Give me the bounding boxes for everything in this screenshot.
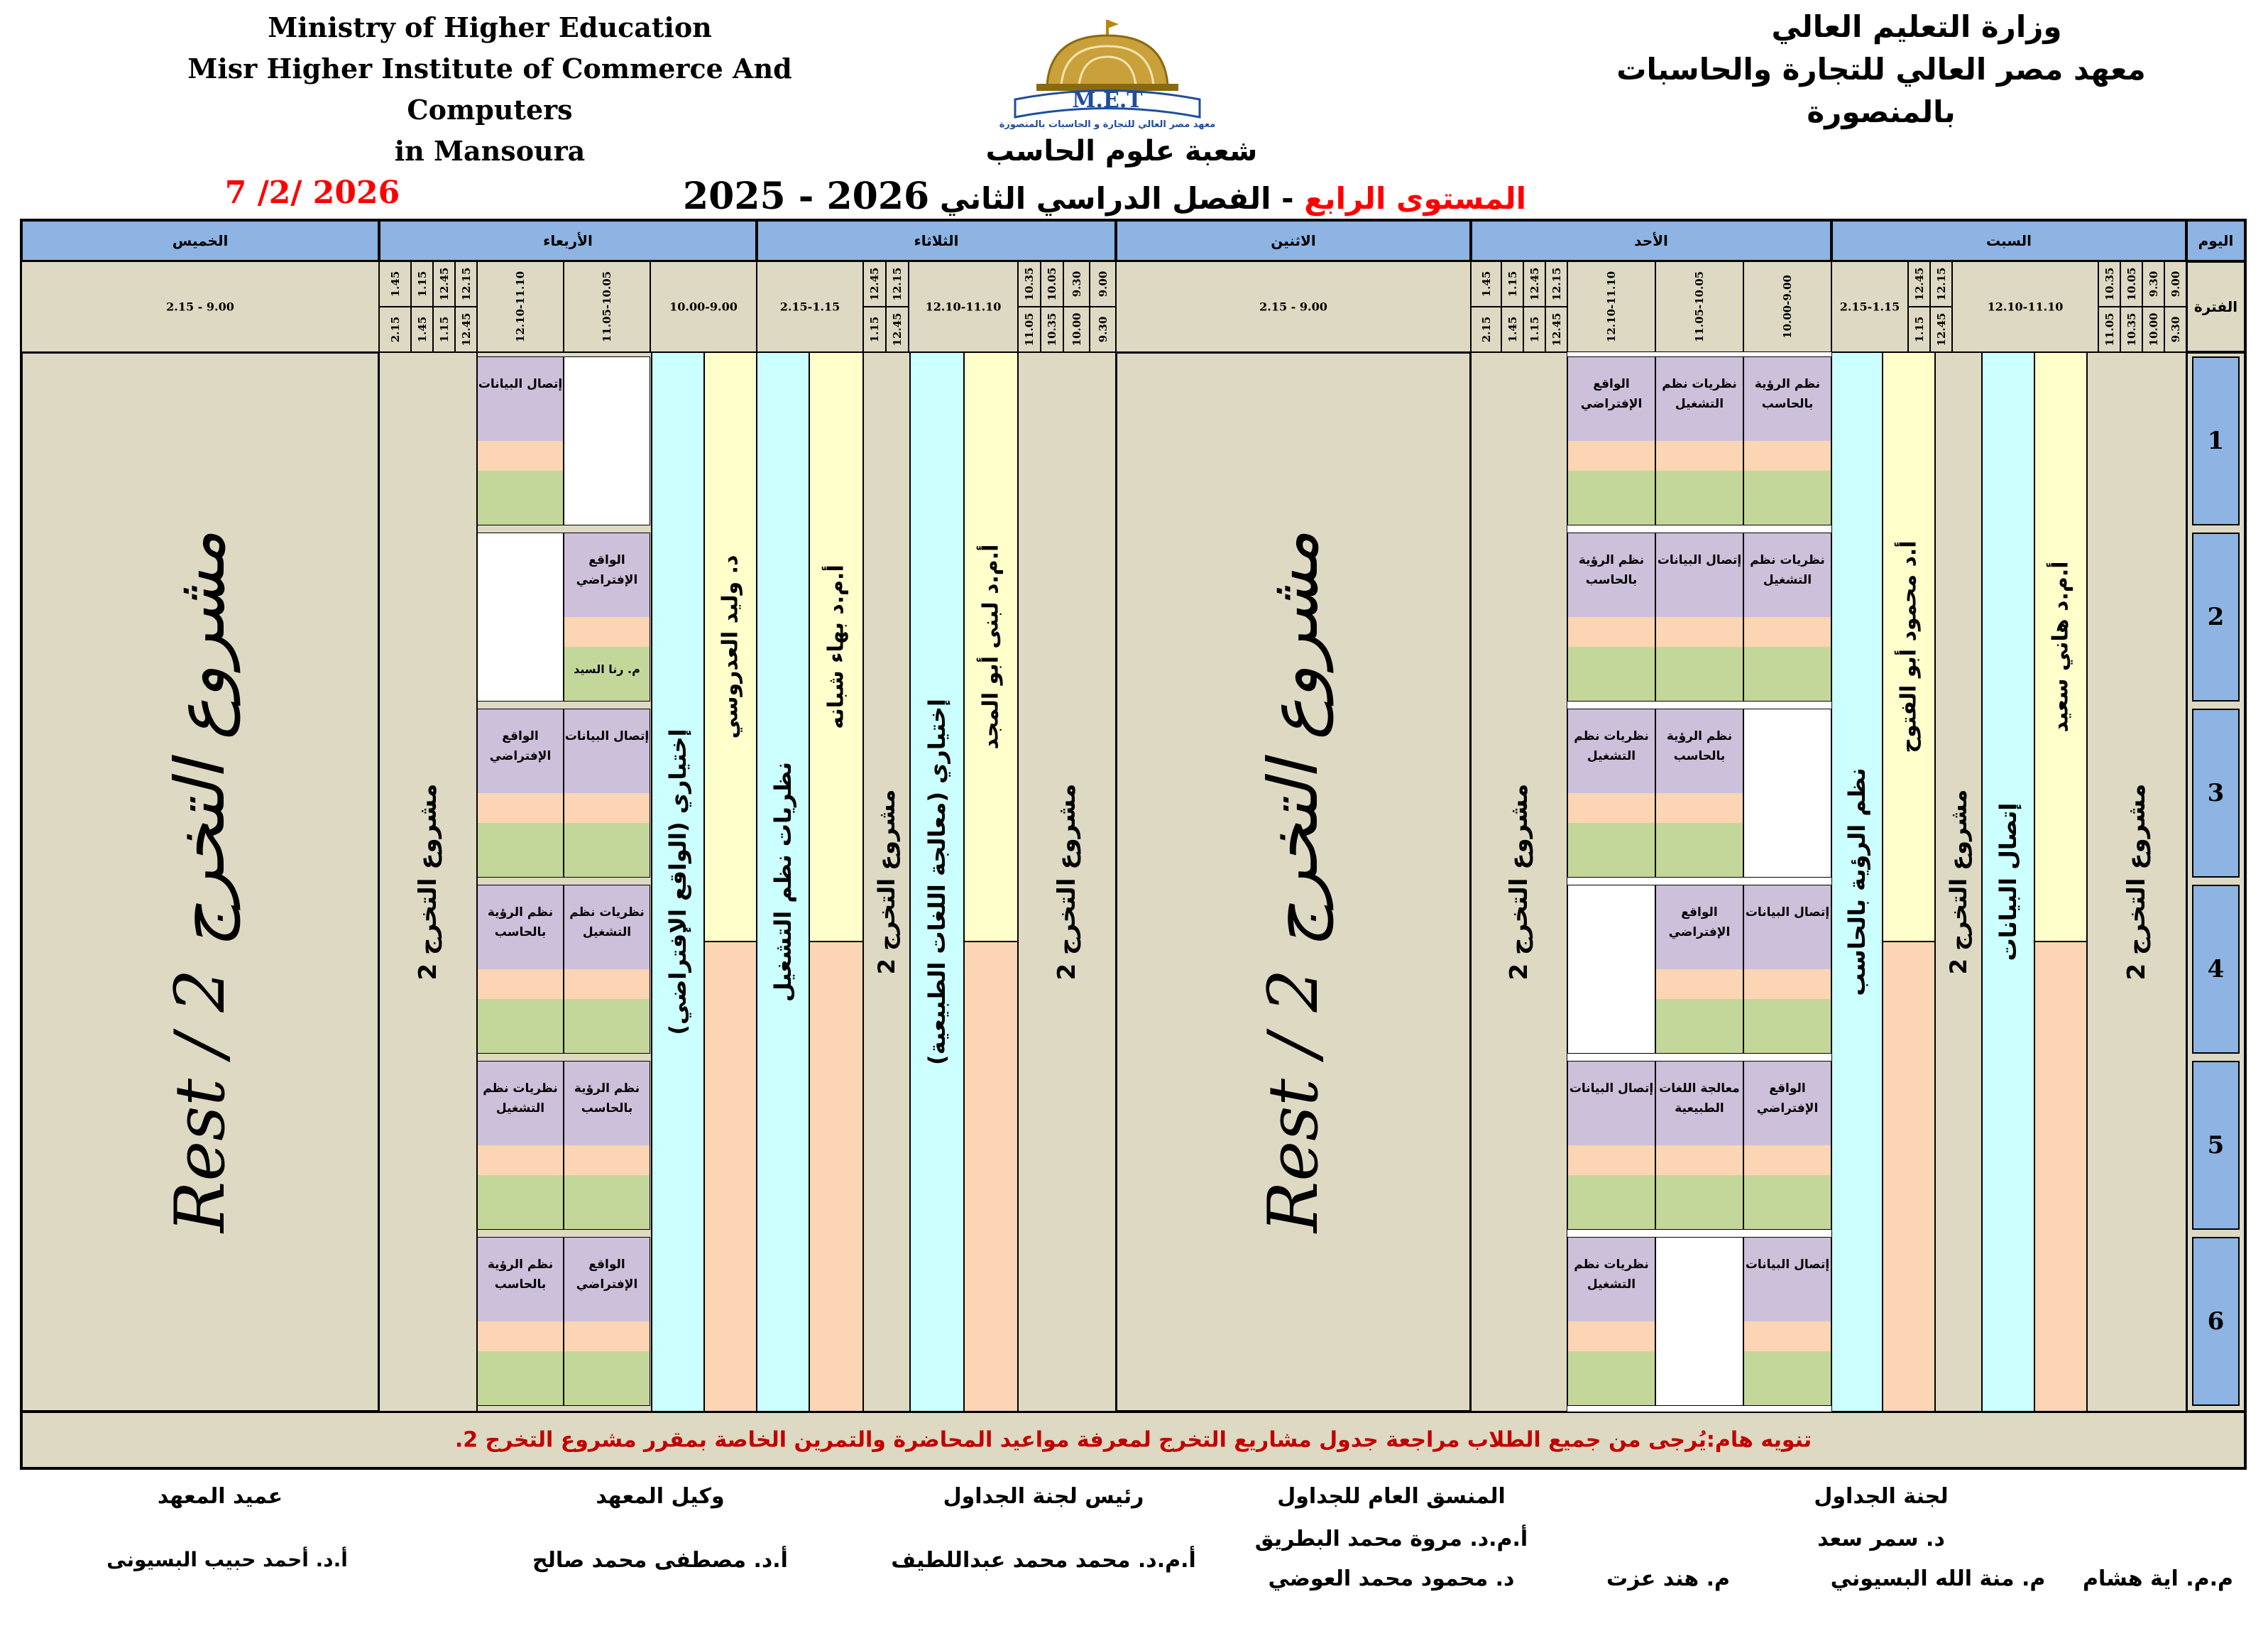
period-label-text: الفترة [2193, 298, 2238, 315]
day-sat-text: السبت [1985, 232, 2032, 249]
time-cell [650, 261, 757, 352]
wed-p3-a [477, 709, 564, 878]
level-label: المستوى الرابع [1304, 181, 1526, 216]
head-title: رئيس لجنة الجداول [943, 1484, 1144, 1509]
header-ar-line3: بالمنصورة [1807, 94, 1956, 129]
course-text: نظم الرؤية بالحاسب [487, 1257, 554, 1292]
day-tue-text: الثلاثاء [914, 232, 959, 249]
course-text: الواقع الإفتراضي [1668, 905, 1731, 939]
day-header-thu [21, 220, 379, 261]
time-text: 2.15 - 9.00 [1259, 300, 1327, 314]
time-cell [379, 307, 411, 352]
time-text: 1.45 [388, 271, 402, 298]
time-cell [1063, 261, 1090, 307]
header-ar-line2: معهد مصر العالي للتجارة والحاسبات [1616, 52, 2146, 87]
instructor-text: أ.م.د لبنى أبو المجد [978, 544, 1004, 750]
tue-instructor-bahaa [809, 352, 863, 942]
time-cell [1090, 307, 1116, 352]
day-header-label [2186, 220, 2245, 261]
time-cell [2098, 307, 2120, 352]
time-text: 1.45 [1479, 271, 1493, 298]
sun-p2-a [1567, 533, 1655, 702]
time-cell [1930, 261, 1952, 307]
header-english [128, 7, 852, 172]
period-5 [2192, 1061, 2240, 1230]
time-cell [1018, 261, 1041, 307]
department-title: شعبة علوم الحاسب [985, 135, 1258, 168]
course-text: معالجة اللغات الطبيعية [1659, 1081, 1740, 1115]
time-cell [1063, 307, 1090, 352]
tue-grad-project-a [1018, 352, 1116, 1412]
time-cell [1545, 261, 1567, 307]
sun-p5-b [1655, 1061, 1743, 1230]
time-text: 9.30 [2147, 271, 2160, 298]
tue-grad-project-b [863, 352, 910, 1412]
orange-block [809, 942, 863, 1412]
time-text: 9.30 [1096, 316, 1110, 343]
time-cell [1523, 307, 1545, 352]
course-text: إتصال البيانات [1569, 1081, 1654, 1096]
time-text: 10.00 [1070, 312, 1083, 347]
course-text: نظم الرؤية بالحاسب [487, 905, 554, 939]
time-cell [477, 261, 564, 352]
sun-p4-b [1655, 885, 1743, 1054]
time-cell [1831, 261, 1908, 352]
course-text: نظريات نظم التشغيل [1662, 377, 1737, 411]
dean-name: أ.د. أحمد حبيب البسيونى [106, 1548, 348, 1571]
coordinator-name-2: د. محمود محمد العوضي [1268, 1566, 1515, 1591]
date-label: 2026 /2/ 7 [224, 175, 400, 211]
time-cell [1041, 261, 1063, 307]
course-text: إتصال البيانات [478, 377, 563, 391]
sat-grad-project-b [1935, 352, 1982, 1412]
time-cell [863, 261, 886, 307]
time-text: 2.15 [1479, 316, 1493, 343]
time-text: 12.45 [1912, 267, 1926, 301]
period-number: 3 [2207, 779, 2225, 807]
time-cell [1743, 261, 1831, 352]
sun-p2-c [1743, 533, 1831, 702]
course-text: مشروع التخرج 2 [2122, 783, 2151, 981]
course-text: نظم الرؤية بالحاسب [1666, 729, 1733, 763]
time-cell [1041, 307, 1063, 352]
time-text: 12.10-11.10 [514, 271, 527, 343]
time-text: 12.45 [868, 267, 881, 301]
wed-p2-b [564, 533, 650, 702]
period-header-label [2186, 261, 2245, 352]
time-cell [1908, 261, 1930, 307]
wed-p1-b-empty [564, 356, 650, 525]
wed-vr [652, 352, 704, 1412]
wed-instructor-walid [704, 352, 757, 942]
day-wed-text: الأربعاء [543, 232, 593, 249]
time-cell [455, 261, 477, 307]
day-header-sat [1831, 220, 2186, 261]
wed-p4-a [477, 885, 564, 1054]
course-text: إتصال البيانات [1745, 1257, 1830, 1272]
course-text: مشروع التخرج 2 [1945, 789, 1972, 975]
course-text: نظم الرؤية بالحاسب [1844, 768, 1870, 996]
period-6 [2192, 1237, 2240, 1406]
year-label: 2025 - 2026 [682, 175, 930, 218]
instructor-text: أ.م.د بهاء شبانه [823, 564, 849, 729]
time-cell [886, 307, 909, 352]
course-text: إتصال البيانات [1995, 802, 2022, 961]
course-text: الواقع الإفتراضي [1580, 377, 1643, 411]
time-text: 12.45 [891, 312, 904, 347]
time-text: 1.15 [415, 271, 429, 298]
sat-instructor-hani [2034, 352, 2087, 942]
period-1 [2192, 356, 2240, 525]
sun-p6-a [1567, 1237, 1655, 1406]
mon-rest [1116, 352, 1471, 1412]
time-text: 1.15 [437, 316, 451, 343]
period-number: 4 [2207, 955, 2225, 983]
time-cell [1471, 307, 1501, 352]
time-cell [564, 261, 650, 352]
logo-text: M.E.T [1072, 88, 1143, 113]
time-cell [2120, 307, 2142, 352]
sun-p6-c [1743, 1237, 1831, 1406]
sat-vision [1831, 352, 1883, 1412]
day-label-text: اليوم [2198, 232, 2234, 249]
time-text: 2.15-1.15 [779, 300, 840, 314]
course-text: نظريات نظم التشغيل [569, 905, 645, 939]
time-cell [1018, 307, 1041, 352]
wed-p6-a [477, 1237, 564, 1406]
committee-title: لجنة الجداول [1814, 1484, 1949, 1509]
sun-p1-c [1743, 356, 1831, 525]
important-note [21, 1412, 2245, 1468]
time-text: 12.10-11.10 [925, 300, 1002, 314]
period-number: 2 [2207, 603, 2225, 631]
semester-line [682, 175, 1526, 218]
sun-p4-c [1743, 885, 1831, 1054]
sun-p3-a [1567, 709, 1655, 878]
coordinator-title: المنسق العام للجداول [1277, 1484, 1506, 1509]
wed-p2-a-empty [477, 533, 564, 702]
committee-member-2: م.م. اية هشام [2083, 1566, 2233, 1591]
sun-p2-b [1655, 533, 1743, 702]
time-text: 1.15 [1912, 316, 1926, 343]
time-text: 9.00 [2169, 271, 2182, 298]
time-text: 9.30 [2169, 316, 2182, 343]
orange-block [1883, 942, 1935, 1412]
wed-p5-a [477, 1061, 564, 1230]
header-arabic [1604, 6, 2158, 133]
time-text: 1.45 [415, 316, 429, 343]
instructor-text: د. وليد العدروسي [718, 555, 743, 739]
time-cell [433, 261, 455, 307]
sun-p3-c-empty [1743, 709, 1831, 878]
time-text: 10.35 [1023, 267, 1036, 301]
sun-p6-b-empty [1655, 1237, 1743, 1406]
rest-text: مشروع التخرج 2 / Rest [160, 531, 240, 1233]
course-text: الواقع الإفتراضي [489, 729, 552, 763]
dean-title: عميد المعهد [157, 1484, 283, 1509]
day-header-wed [379, 220, 757, 261]
course-text: الواقع الإفتراضي [576, 1257, 638, 1292]
day-header-sun [1471, 220, 1831, 261]
course-text: نظم الرؤية بالحاسب [1754, 377, 1821, 411]
wed-p4-b [564, 885, 650, 1054]
course-text: نظريات نظم التشغيل [769, 761, 796, 1003]
sun-p1-a [1567, 356, 1655, 525]
course-text: إتصال البيانات [1657, 553, 1742, 567]
instructor-text: أ.م.د هاني سعيد [2048, 561, 2073, 733]
time-text: 12.15 [1934, 267, 1948, 301]
time-text: 12.45 [1934, 312, 1948, 347]
sat-grad-project-a [2087, 352, 2186, 1412]
day-thu-text: الخميس [172, 232, 229, 249]
time-text: 10.35 [2103, 267, 2116, 301]
time-text: 11.05-10.05 [601, 271, 613, 343]
course-text: إختياري (معالجة اللغات الطبيعية) [924, 698, 951, 1066]
time-cell [1116, 261, 1471, 352]
time-cell [1501, 307, 1523, 352]
vice-dean-name: أ.د. مصطفى محمد صالح [532, 1548, 788, 1573]
time-cell [1567, 261, 1655, 352]
header-en-line1: Ministry of Higher Education [268, 11, 712, 43]
course-text: مشروع التخرج 2 [873, 789, 900, 975]
tue-nlp [910, 352, 964, 1412]
header-en-line2: Misr Higher Institute of Commerce And Computers [187, 53, 792, 126]
time-cell [2164, 307, 2186, 352]
rest-text: مشروع التخرج 2 / Rest [1254, 531, 1333, 1233]
wed-p1-a [477, 356, 564, 525]
committee-member-1: د. سمر سعد [1817, 1527, 1945, 1551]
time-text: 12.45 [1528, 267, 1541, 301]
course-text: الواقع الإفتراضي [1756, 1081, 1819, 1115]
time-text: 12.10-11.10 [1987, 300, 2064, 314]
time-cell [2164, 261, 2186, 307]
day-header-tue [757, 220, 1116, 261]
logo-caption: معهد مصر العالي للتجارة و الحاسبات بالمنصورة [999, 119, 1216, 130]
course-text: الواقع الإفتراضي [576, 553, 638, 587]
time-text: 1.15 [868, 316, 881, 343]
period-3 [2192, 709, 2240, 878]
tue-instructor-lobna [964, 352, 1018, 942]
time-cell [1471, 261, 1501, 307]
sat-instructor-mahmoud [1883, 352, 1935, 942]
time-cell [863, 307, 886, 352]
tue-os [757, 352, 809, 1412]
course-text: نظم الرؤية بالحاسب [574, 1081, 640, 1115]
wed-grad-project [379, 352, 477, 1412]
time-text: 12.15 [891, 267, 904, 301]
committee-member-3: م. منة الله البسيوني [1830, 1566, 2046, 1591]
time-cell [1545, 307, 1567, 352]
course-text: نظريات نظم التشغيل [1750, 553, 1825, 587]
course-text: نظريات نظم التشغيل [1574, 1257, 1649, 1292]
time-text: 11.05-10.05 [1693, 271, 1706, 343]
head-name: أ.م.د. محمد محمد عبداللطيف [891, 1548, 1196, 1573]
sun-p1-b [1655, 356, 1743, 525]
header-ar-line1: وزارة التعليم العالي [1771, 9, 2062, 44]
time-cell [1655, 261, 1743, 352]
time-cell [2142, 307, 2164, 352]
time-cell [2098, 261, 2120, 307]
time-cell [2120, 261, 2142, 307]
sun-p4-a-empty [1567, 885, 1655, 1054]
course-text: مشروع التخرج 2 [1505, 783, 1533, 981]
time-text: 10.00-9.00 [669, 300, 738, 314]
wed-p5-b [564, 1061, 650, 1230]
sun-p5-c [1743, 1061, 1831, 1230]
semester-label: - الفصل الدراسي الثاني [939, 181, 1294, 216]
sun-p3-b [1655, 709, 1743, 878]
period-number: 5 [2207, 1131, 2225, 1160]
sun-grad-project [1471, 352, 1567, 1412]
time-cell [411, 261, 433, 307]
day-sun-text: الأحد [1634, 232, 1668, 249]
course-text: نظريات نظم التشغيل [483, 1081, 558, 1115]
wed-p3-b [564, 709, 650, 878]
time-text: 9.30 [1070, 271, 1083, 298]
period-2 [2192, 533, 2240, 702]
institute-logo [994, 14, 1221, 135]
time-text: 10.05 [2125, 267, 2138, 301]
orange-block [964, 942, 1018, 1412]
time-cell [1930, 307, 1952, 352]
time-text: 10.00-9.00 [1781, 275, 1794, 339]
instructor-text: م. رنا السيد [574, 662, 640, 676]
time-text: 1.15 [1528, 316, 1541, 343]
time-text: 12.15 [459, 267, 473, 301]
time-cell [455, 307, 477, 352]
time-cell [1090, 261, 1116, 307]
time-cell [2142, 261, 2164, 307]
course-text: إتصال البيانات [1745, 905, 1830, 920]
coordinator-name-1: أ.م.د. مروة محمد البطريق [1254, 1527, 1528, 1551]
time-text: 12.45 [437, 267, 451, 301]
thu-rest [21, 352, 379, 1412]
time-text: 10.05 [1046, 267, 1058, 301]
course-text: إختياري (الواقع الإفتراضي) [664, 729, 691, 1035]
time-cell [411, 307, 433, 352]
instructor-text: أ.د محمود أبو الفتوح [1896, 540, 1922, 753]
time-cell [1501, 261, 1523, 307]
day-header-mon [1116, 220, 1471, 261]
day-mon-text: الاثنين [1271, 232, 1316, 249]
time-text: 2.15 - 9.00 [166, 300, 234, 314]
wed-p6-b [564, 1237, 650, 1406]
time-text: 2.15-1.15 [1839, 300, 1900, 314]
time-text: 12.45 [1550, 312, 1563, 347]
vice-dean-title: وكيل المعهد [596, 1484, 725, 1509]
time-text: 10.35 [2125, 312, 2138, 347]
course-text: مشروع التخرج 2 [414, 783, 442, 981]
time-cell [433, 307, 455, 352]
time-text: 2.15 [388, 316, 402, 343]
time-cell [1952, 261, 2098, 352]
time-cell [1908, 307, 1930, 352]
period-number: 6 [2207, 1307, 2225, 1336]
note-text: تنويه هام:يُرجى من جميع الطلاب مراجعة جدول مشاريع التخرج لمعرفة مواعيد المحاضرة والتمرين الخاصة بمقرر مشروع التخرج 2. [454, 1427, 1812, 1453]
period-number: 1 [2207, 427, 2225, 455]
time-text: 1.45 [1506, 316, 1519, 343]
course-text: إتصال البيانات [564, 729, 650, 743]
course-text: مشروع التخرج 2 [1053, 783, 1081, 981]
course-text: نظم الرؤية بالحاسب [1578, 553, 1645, 587]
course-text: نظريات نظم التشغيل [1574, 729, 1649, 763]
time-cell [1523, 261, 1545, 307]
orange-block [2034, 942, 2087, 1412]
time-text: 12.45 [459, 312, 473, 347]
time-text: 11.05 [1023, 312, 1036, 347]
time-text: 12.15 [1550, 267, 1563, 301]
header-en-line3: in Mansoura [394, 135, 586, 167]
time-text: 11.05 [2103, 312, 2116, 347]
committee-member-4: م. هند عزت [1606, 1566, 1730, 1591]
time-cell [757, 261, 863, 352]
time-cell [21, 261, 379, 352]
sat-data-comm [1982, 352, 2034, 1412]
time-text: 10.00 [2147, 312, 2160, 347]
sun-p5-a [1567, 1061, 1655, 1230]
time-text: 12.10-11.10 [1605, 271, 1618, 343]
time-cell [379, 261, 411, 307]
time-text: 9.00 [1096, 271, 1110, 298]
time-text: 1.15 [1506, 271, 1519, 298]
period-4 [2192, 885, 2240, 1054]
time-text: 10.35 [1046, 312, 1058, 347]
time-cell [909, 261, 1018, 352]
time-cell [886, 261, 909, 307]
orange-block [704, 942, 757, 1412]
